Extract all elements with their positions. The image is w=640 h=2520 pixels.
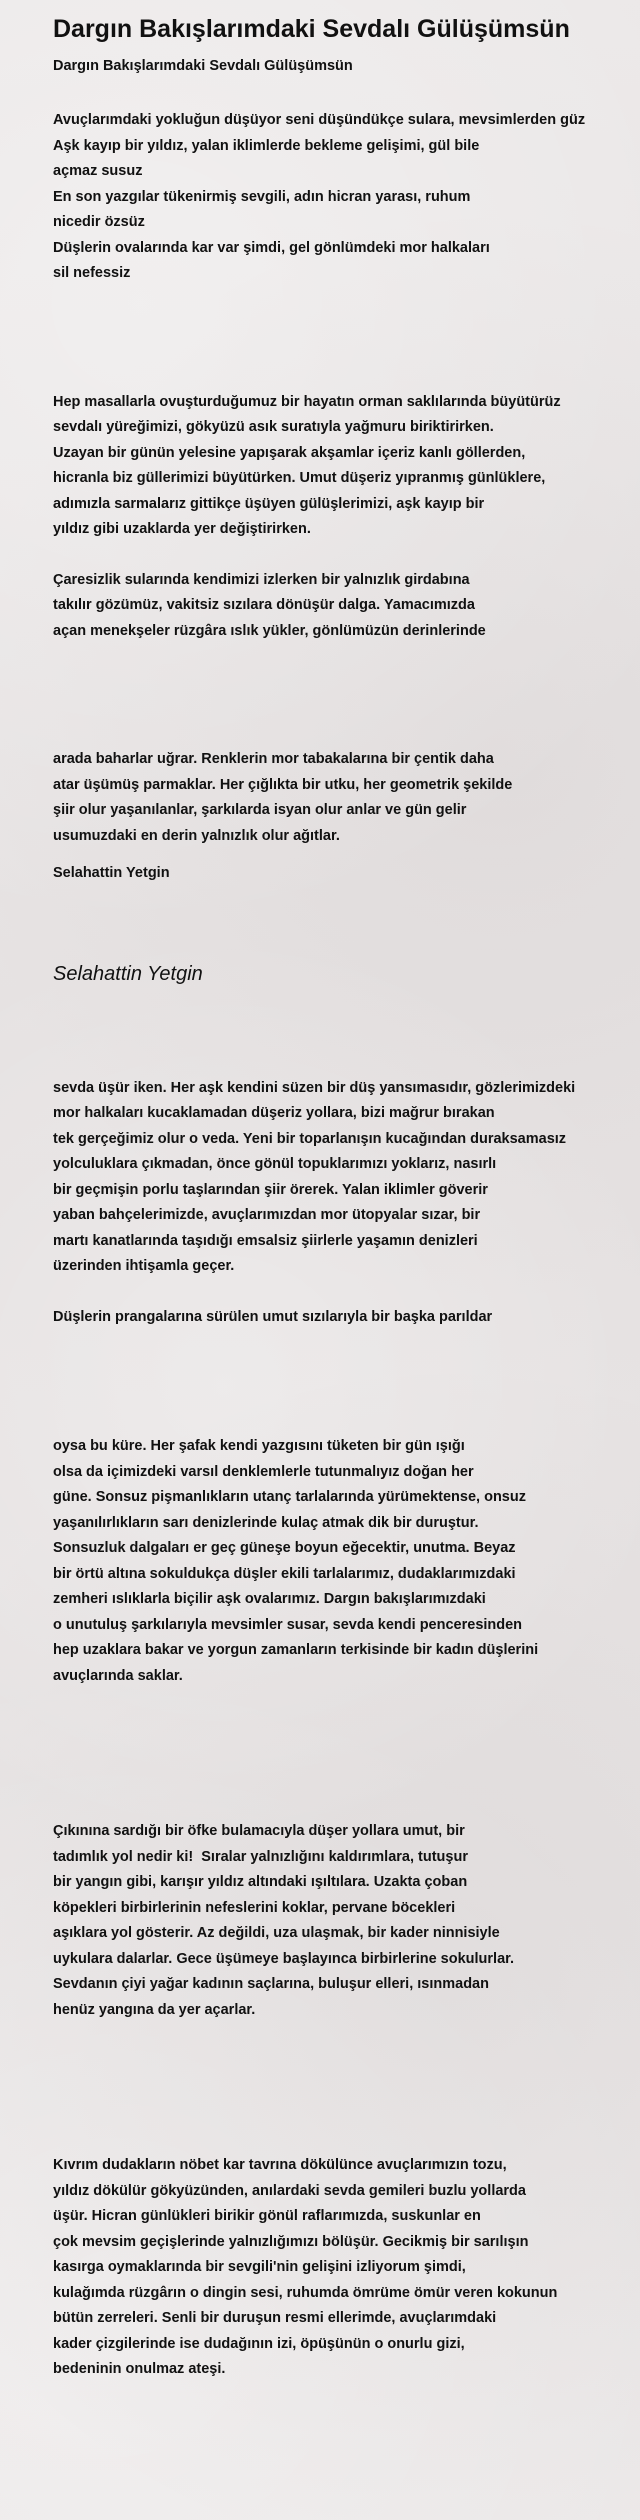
poem-subtitle: Dargın Bakışlarımdaki Sevdalı Gülüşümsün bbox=[53, 58, 353, 74]
paragraph-7: oysa bu küre. Her şafak kendi yazgısını tüketen bir gün ışığı olsa da içimizdeki varsıl denklemlerle tutunmalıyız doğan her güne. Sonsuz pişmanlıkların utanç tarlalarında yürümektense, onsuz yaşanılırlıkların sarı denizlerinde kulaç atmak dik bir duruştur. Sonsuzluk dalgaları er geç güneşe boyun eğecektir, unutma. Beyaz bir örtü altına sokuldukça düşler ekili tarlalarımız, dudaklarımızdaki zemheri ıslıklarla biçilir aşk ovalarımız. Dargın bakışlarımızdaki o unutuluş şarkılarıyla mevsimler susar, sevda kendi penceresinden hep uzaklara bakar ve yorgun zamanların terkisinde bir kadın düşlerini avuçlarında saklar. bbox=[53, 1438, 539, 1684]
page-title: Dargın Bakışlarımdaki Sevdalı Gülüşümsün bbox=[53, 15, 570, 43]
article bbox=[53, 14, 638, 2383]
paragraph-4: arada baharlar uğrar. Renklerin mor tabakalarına bir çentik daha atar üşümüş parmaklar. Her çığlıkta bir utku, her geometrik şekilde şiir olur yaşanılanlar, şarkılarda isyan olur anlar ve gün gelir usumuzdaki en derin yalnızlık olur ağıtlar. bbox=[53, 751, 513, 844]
paragraph-2: Hep masallarla ovuşturduğumuz bir hayatın orman saklılarında büyütürüz sevdalı yüreğimizi, gökyüzü asık suratıyla yağmuru biriktirirken. Uzayan bir günün yelesine yapışarak akşamlar içeriz kanlı göllerden, hicranla biz güllerimizi büyütürken. Umut düşeriz yıpranmış günlüklere, adımızla sarmalarız gittikçe üşüyen gülüşlerimizi, aşk kayıp bir yıldız gibi uzaklarda yer değiştirirken. bbox=[53, 393, 561, 537]
paragraph-6: Düşlerin prangalarına sürülen umut sızılarıyla bir başka parıldar bbox=[53, 1308, 493, 1325]
paragraph-9: Kıvrım dudakların nöbet kar tavrına dökülünce avuçlarımızın tozu, yıldız dökülür gökyüzünden, anılardaki sevda gemileri buzlu yollarda üşür. Hicran günlükleri birikir gönül raflarımızda, suskunlar en çok mevsim geçişlerinde yalnızlığımızı bölüşür. Gecikmiş bir sarılışın kasırga oymaklarında bir sevgili'nin gelişini izliyorum şimdi, kulağımda rüzgârın o dingin sesi, ruhumda ömrüme ömür veren kokunun bütün zerreleri. Senli bir duruşun resmi ellerimde, avuçlarımdaki kader çizgilerinde ise dudağının izi, öpüşünün o onurlu gizi, bedeninin onulmaz ateşi. bbox=[53, 2157, 558, 2377]
author-name-italic: Selahattin Yetgin bbox=[53, 962, 203, 985]
author-signature: Selahattin Yetgin bbox=[53, 865, 170, 881]
paragraph-8: Çıkınına sardığı bir öfke bulamacıyla düşer yollara umut, bir tadımlık yol nedir ki! Sıralar yalnızlığını kaldırımlara, tutuşur bir yangın gibi, karışır yıldız altındaki ışıltılara. Uzakta çoban köpekleri birbirlerinin nefeslerini koklar, pervane böcekleri aşıklara yol gösterir. Az değildi, uza ulaşmak, bir kader ninnisiyle uykulara dalarlar. Gece üşümeye başlayınca birbirlerine sokulurlar. Sevdanın çiyi yağar kadının saçlarına, buluşur elleri, ısınmadan henüz yangına da yer açarlar. bbox=[53, 1823, 515, 2018]
paragraph-3: Çaresizlik sularında kendimizi izlerken bir yalnızlık girdabına takılır gözümüz, vakitsiz sızılara dönüşür dalga. Yamacımızda açan menekşeler rüzgâra ıslık yükler, gönlümüzün derinlerinde bbox=[53, 571, 486, 639]
paragraph-5: sevda üşür iken. Her aşk kendini süzen bir düş yansımasıdır, gözlerimizdeki mor halkaları kucaklamadan düşeriz yollara, bizi mağrur bırakan tek gerçeğimiz olur o veda. Yeni bir toparlanışın kucağından duraksamasız yolculuklara çıkmadan, önce gönül topuklarımızı yoklarız, nasırlı bir geçmişin porlu taşlarından şiir örerek. Yalan iklimler göverir yaban bahçelerimizde, avuçlarımızdan mor ütopyalar sızar, bir martı kanatlarında taşıdığı emsalsiz şiirlerle yaşamın denizleri üzerinden ihtişamla geçer. bbox=[53, 1079, 576, 1274]
paragraph-1: Avuçlarımdaki yokluğun düşüyor seni düşündükçe sulara, mevsimlerden güz Aşk kayıp bir yıldız, yalan iklimlerde bekleme gelişimi, gül bile açmaz susuz En son yazgılar tükenirmiş sevgili, adın hicran yarası, ruhum nicedir özsüz Düşlerin ovalarında kar var şimdi, gel gönlümdeki mor halkaları sil nefessiz bbox=[53, 112, 586, 281]
